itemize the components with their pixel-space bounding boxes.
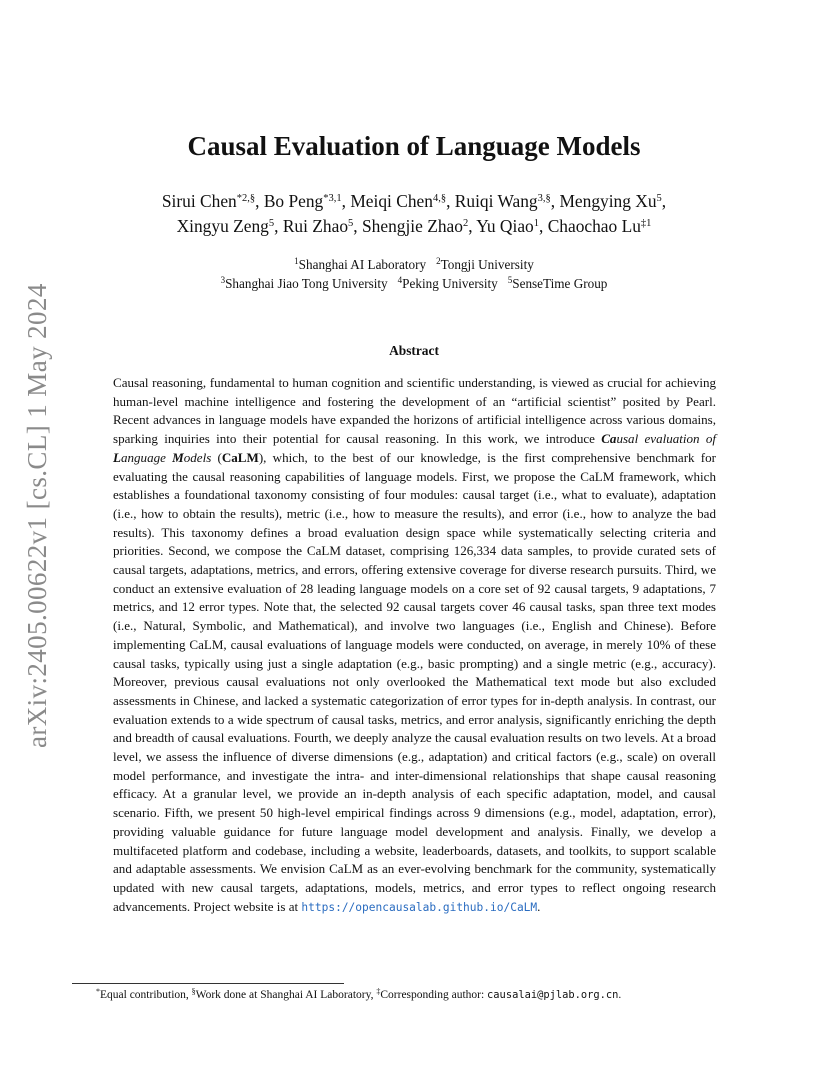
author-affil-mark: ‡1 <box>640 218 652 229</box>
abstract-text: ), which, to the best of our knowledge, is the first comprehensive benchmark for evaluating the causal reasoning capabilities of language models. First, we propose the CaLM framework, which establishes a foundational taxonomy consisting of four modules: causal target (i.e., what to evaluate), adaptation (i.e., how to obtain the results), metric (i.e., how to measure the results), and error (i.e., how to analyze the bad results). This taxonomy defines a broad evaluation design space while systematically selecting criteria and priorities. Second, we compose the CaLM dataset, comprising 126,334 data samples, to provide curated sets of causal targets, adaptations, metrics, and errors, offering extensive coverage for diverse research pursuits. Third, we conduct an extensive evaluation of 28 leading language models on a core set of 92 causal targets, 9 adaptations, 7 metrics, and 12 error types. Note that, the selected 92 causal targets cover 46 causal tasks, span three text modes (i.e., Natural, Symbolic, and Mathematical), and involve two languages (i.e., English and Chinese). Before implementing CaLM, causal evaluations of language models were conducted, on average, in merely 10% of these causal tasks, typically using just a single adaptation (e.g., basic prompting) and a single metric (e.g., accuracy). Moreover, previous causal evaluations not only overlooked the Mathematical text mode but also excluded assessments in Chinese, and lacked a systematic categorization of error types for in-depth analysis. In contrast, our evaluation extends to a wide spectrum of causal tasks, metrics, and error analysis, significantly enriching the depth and breadth of causal evaluations. Fourth, we deeply analyze the causal evaluation results on two levels. At a broad level, we assess the influence of diverse dimensions (e.g., adaptation) and critical factors (e.g., scale) on overall model performance, and investigate the intra- and inter-dimensional relationships that shape causal reasoning efficacy. At a granular level, we provide an in-depth analysis of each specific adaptation, model, and causal scenario. Fifth, we present 50 high-level empirical findings across 9 dimensions (e.g., model, adaptation, error), providing valuable guidance for future language model development and analysis. Finally, we develop a multifaceted platform and codebase, including a website, leaderboards, datasets, and toolkits, to support scalable and adaptable assessments. We envision CaLM as an ever-evolving benchmark for the community, systematically updated with new causal targets, adaptations, models, metrics, and error types to reflect ongoing research advancements. Project website is at <box>113 449 716 914</box>
name-part: usal evaluation of <box>616 431 716 447</box>
footnote-divider <box>72 983 344 984</box>
affiliation <box>398 276 498 291</box>
abstract-text: . <box>537 898 541 914</box>
footnote-mark: ‡ <box>376 987 381 996</box>
author-name: Meiqi Chen <box>350 191 433 211</box>
footnote-mark: § <box>191 987 196 996</box>
author-affil-mark: 1 <box>533 218 539 229</box>
author-list: Sirui Chen$^{*2,\S}$, Bo Peng$^{*3,1}$, Meiqi Chen$^{4,\S}$, Ruiqi Wang$^{3,\S}$, Mengying Xu$^5$, Xingyu Zeng$^5$, Rui Zhao$^5$, Shengjie Zhao$^2$, Yu Qiao$^1$, Chaochao Lu$^{\ddagger 1}$ <box>161 191 667 236</box>
name-part: Ca <box>601 431 617 447</box>
paper-title: Causal Evaluation of Language Models <box>187 131 641 161</box>
author-affil-mark: *2,§ <box>236 193 256 204</box>
abstract-heading: Abstract <box>389 343 439 358</box>
name-part: anguage <box>120 449 173 465</box>
affiliation-number: 2 <box>436 256 441 266</box>
author-affil-mark: 5 <box>268 218 275 229</box>
affiliation-name: Shanghai AI Laboratory <box>298 257 427 272</box>
benchmark-abbreviation: CaLM <box>221 449 259 465</box>
affiliation <box>294 257 426 272</box>
author-affil-mark: *3,1 <box>323 193 342 204</box>
abstract-text: Causal reasoning, fundamental to human cognition and scientific understanding, is viewed as crucial for achieving human-level machine intelligence and fostering the development of an “artificial scientist” posited by Pearl. Recent advances in language models have expanded the horizons of artificial intelligence across various domains, sparking inquiries into their potential for causal reasoning. In this work, we introduce <box>113 375 716 447</box>
name-part: M <box>172 449 184 465</box>
affiliation-name: Shanghai Jiao Tong University <box>225 276 388 291</box>
project-website-link[interactable]: https://opencausalab.github.io/CaLM <box>301 900 538 914</box>
name-part: L <box>113 449 121 465</box>
author-name: Yu Qiao <box>476 216 534 236</box>
footnote <box>96 987 756 1003</box>
author-affil-mark: 4,§ <box>432 193 447 204</box>
footnote-text: . <box>618 989 622 1001</box>
footnote-text: Equal contribution, <box>100 989 192 1001</box>
footnote-mark: * <box>96 987 100 996</box>
affiliation <box>221 276 388 291</box>
footnote-text: Work done at Shanghai AI Laboratory, <box>195 989 377 1001</box>
affiliation-number: 4 <box>397 275 403 285</box>
author-name: Mengying Xu <box>559 191 657 211</box>
author-name: Rui Zhao <box>282 216 349 236</box>
footnote-text: Corresponding author: <box>380 989 488 1001</box>
author-name: Sirui Chen <box>161 191 237 211</box>
author-name: Chaochao Lu <box>547 216 641 236</box>
author-name: Bo Peng <box>263 191 324 211</box>
affiliation-list <box>60 255 768 293</box>
affiliation-number: 3 <box>220 275 226 285</box>
author-name: Xingyu Zeng <box>176 216 269 236</box>
author-name: Ruiqi Wang <box>454 191 538 211</box>
affiliation-number: 1 <box>294 256 299 266</box>
affiliation-name: Peking University <box>402 276 498 291</box>
affiliation <box>436 257 534 272</box>
affiliation <box>508 276 608 291</box>
affiliation-name: SenseTime Group <box>512 276 608 291</box>
author-name: Shengjie Zhao <box>361 216 463 236</box>
affiliation-number: 5 <box>507 275 513 285</box>
author-affil-mark: 5 <box>348 218 354 229</box>
contact-email[interactable]: causalai@pjlab.org.cn <box>487 989 619 1001</box>
abstract-body <box>113 374 716 917</box>
arxiv-identifier: arXiv:2405.00622v1 [cs.CL] 1 May 2024 <box>22 283 52 748</box>
author-affil-mark: 5 <box>656 193 662 204</box>
abstract-text: ( <box>211 449 222 465</box>
author-affil-mark: 3,§ <box>537 193 551 204</box>
name-part: odels <box>183 449 212 465</box>
author-affil-mark: 2 <box>462 218 469 229</box>
affiliation-name: Tongji University <box>440 257 534 272</box>
